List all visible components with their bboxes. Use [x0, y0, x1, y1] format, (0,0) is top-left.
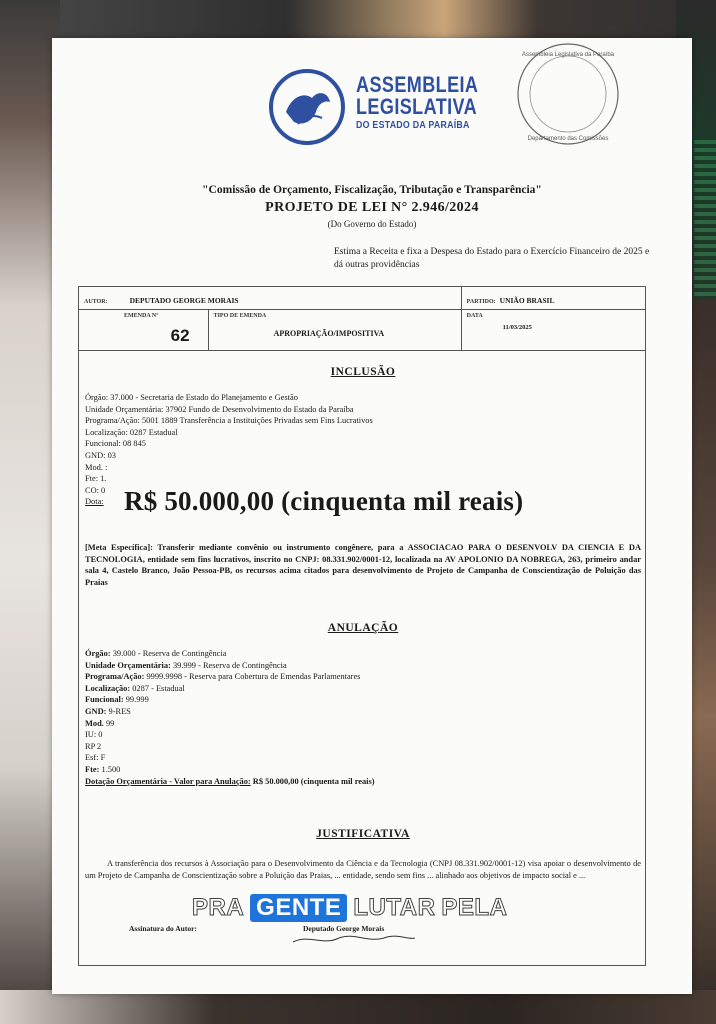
annulment-line: Mod. 99 [85, 718, 115, 728]
annulment-details [85, 648, 641, 787]
background-top [0, 0, 716, 40]
handwritten-signature [289, 932, 419, 946]
author-cell [79, 287, 462, 309]
bill-origin: (Do Governo do Estado) [327, 219, 417, 229]
annulment-line: Unidade Orçamentária: 39.999 - Reserva de Contingência [85, 660, 287, 670]
annulment-line: Programa/Ação: 9999.9998 - Reserva para Cobertura de Emendas Parlamentares [85, 672, 361, 682]
inclusion-heading: INCLUSÃO [330, 366, 396, 378]
bill-title: PROJETO DE LEI N° 2.946/2024 [265, 200, 479, 215]
inclusion-line: CO: 0 [85, 485, 106, 495]
caption-word: LUTAR [353, 894, 436, 921]
official-stamp-seal [514, 40, 622, 148]
date-value: 11/03/2025 [502, 324, 532, 331]
inclusion-line: Localização: 0287 Estadual [85, 427, 178, 437]
video-caption [192, 894, 507, 922]
assembly-emblem-icon [268, 68, 346, 146]
signature-label: Assinatura do Autor: [129, 924, 197, 933]
inclusion-line: GND: 03 [85, 450, 116, 460]
caption-word: PELA [441, 894, 508, 921]
annulment-line: Localização: 0287 - Estadual [85, 683, 185, 693]
date-label: DATA [466, 313, 483, 319]
inclusion-line: Mod. : [85, 462, 108, 472]
svg-text:Departamento das Comissões: Departamento das Comissões [527, 136, 609, 142]
amount-overlay: R$ 50.000,00 (cinquenta mil reais) [121, 486, 526, 517]
form-row-author [79, 287, 645, 310]
caption-word: PRA [192, 894, 245, 921]
justification-text: A transferência dos recursos à Associação para o Desenvolvimento da Ciência e da Tecnologia (CNPJ 08.331.902/0001-12) visa apoiar o desenvolvimento de um Projeto de Campanha de Conscientização sobre a Poluição das Praias, ... entidade, sendo sem fins ... alinhado aos objetivos de impacto social e ... [85, 859, 641, 880]
party-label: PARTIDO: [466, 299, 496, 305]
amendment-number-label: EMENDA N° [124, 313, 159, 319]
inclusion-line: Unidade Orçamentária: 37902 Fundo de Desenvolvimento do Estado da Paraíba [85, 404, 354, 414]
form-row-amendment [79, 310, 645, 350]
party-value: UNIÃO BRASIL [499, 296, 555, 305]
bill-ementa: Estima a Receita e fixa a Despesa do Estado para o Exercício Financeiro de 2025 e dá outras providências [334, 247, 650, 270]
author-value: DEPUTADO GEORGE MORAIS [129, 296, 239, 305]
document-page [52, 38, 692, 994]
amendment-type-value: APROPRIAÇÃO/IMPOSITIVA [273, 329, 385, 338]
inclusion-line: Órgão: 37.000 - Secretaria de Estado do Planejamento e Gestão [85, 393, 298, 402]
inclusion-line: Dota: [85, 497, 104, 507]
justification-heading: JUSTIFICATIVA [316, 828, 410, 840]
background-screen [694, 140, 716, 300]
background-bottom [0, 990, 716, 1024]
annulment-line: Fte: 1.500 [85, 764, 121, 774]
svg-text:Assembleia Legislativa da Para: Assembleia Legislativa da Paraíba [521, 52, 615, 58]
party-cell [462, 287, 645, 309]
amendment-type-cell [209, 310, 462, 350]
specific-goal-text: [Meta Específica]: Transferir mediante convênio ou instrumento congênere, para a ASSOCIACAO PARA O DESENVOLV DA CIENCIA E DA TECNOLOGIA, entidade sem fins lucrativos, inscrito no CNPJ: 08.331.902/0001-12, localizada na AV APOLONIO DA NOBREGA, 263, primeiro andar sala 4, Castelo Branco, João Pessoa-PB, os recursos acima citados para desenvolvimento de Projeto de Campanha de Conscientização de Poluição das Praias [85, 543, 641, 587]
logo-line-2: LEGISLATIVA [356, 94, 478, 119]
amendment-body [78, 350, 646, 966]
annulment-line: Esf: F [85, 753, 106, 763]
annulment-total-line: Dotação Orçamentária - Valor para Anulação: R$ 50.000,00 (cinquenta mil reais) [85, 776, 375, 786]
annulment-line: Órgão: 39.000 - Reserva de Contingência [85, 649, 227, 658]
amendment-type-label: TIPO DE EMENDA [213, 313, 267, 319]
caption-highlight-word: GENTE [250, 894, 347, 922]
annulment-line: GND: 9-RES [85, 706, 131, 716]
annulment-heading: ANULAÇÃO [327, 622, 399, 634]
annulment-line: IU: 0 [85, 730, 103, 740]
committee-name: "Comissão de Orçamento, Fiscalização, Tributação e Transparência" [202, 184, 542, 196]
inclusion-line: Fte: 1. [85, 474, 107, 484]
inclusion-line: Programa/Ação: 5001 1889 Transferência a Instituições Privadas sem Fins Lucrativos [85, 416, 373, 426]
logo-line-1: ASSEMBLEIA [356, 72, 479, 97]
amendment-number-cell [79, 310, 209, 350]
author-label: AUTOR: [84, 299, 108, 305]
background-left [0, 0, 60, 1024]
amendment-form-header [78, 286, 646, 351]
logo-line-3: DO ESTADO DA PARAÍBA [356, 120, 470, 131]
inclusion-line: Funcional: 08 845 [85, 439, 146, 449]
amendment-number-value: 62 [170, 326, 190, 345]
assembly-name [356, 74, 505, 131]
date-cell [462, 310, 645, 350]
assembly-logo [268, 68, 488, 148]
signature-name: Deputado George Morais [303, 924, 385, 933]
annulment-line: RP 2 [85, 741, 102, 751]
annulment-line: Funcional: 99.999 [85, 695, 149, 705]
